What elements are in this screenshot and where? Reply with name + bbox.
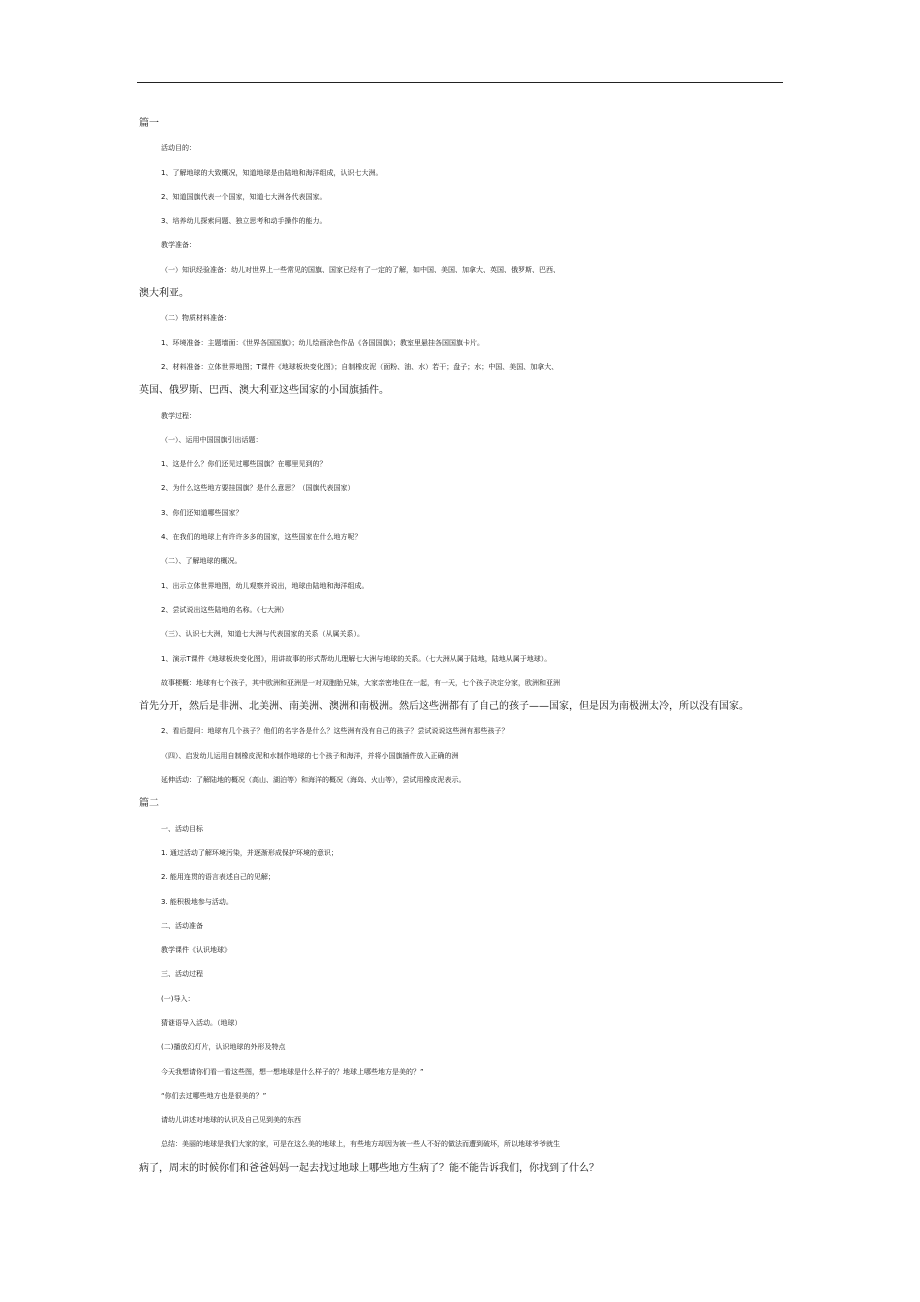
text-line: 2、知道国旗代表一个国家，知道七大洲各代表国家。 bbox=[161, 192, 327, 201]
text-line: 延伸活动：了解陆地的概况（高山、湖泊等）和海洋的概况（海岛、火山等），尝试用橡皮泥表示。 bbox=[161, 776, 466, 785]
text-line: 猜谜语导入活动。（地球） bbox=[161, 1018, 242, 1027]
text-line: 1、这是什么？你们还见过哪些国旗？在哪里见到的？ bbox=[161, 460, 327, 469]
text-line: (二)播放幻灯片，认识地球的外形及特点 bbox=[161, 1043, 286, 1052]
text-line: 教学过程： bbox=[161, 411, 196, 420]
text-line: 1. 通过活动了解环境污染，并逐渐形成保护环境的意识； bbox=[161, 848, 338, 857]
document-body bbox=[139, 112, 785, 1181]
text-line: 教学课件《认识地球》 bbox=[161, 946, 231, 955]
text-line: 2、看后提问：地球有几个孩子？他们的名字各是什么？这些洲有没有自己的孩子？尝试说说这些洲有那些孩子？ bbox=[161, 727, 509, 736]
text-line: 篇二 bbox=[139, 798, 159, 810]
text-line: 首先分开，然后是非洲、北美洲、南美洲、澳洲和南极洲。然后这些洲都有了自己的孩子——国家，但是因为南极洲太冷，所以没有国家。 bbox=[139, 701, 749, 713]
text-line: 3、培养幼儿探索问题、独立思考和动手操作的能力。 bbox=[161, 217, 327, 226]
text-line: 澳大利亚。 bbox=[139, 288, 189, 300]
text-line: 二、活动准备 bbox=[161, 921, 203, 930]
text-line: 今天我想请你们看一看这些图，想一想地球是什么样子的？地球上哪些地方是美的？” bbox=[161, 1067, 424, 1076]
text-line: 篇一 bbox=[139, 118, 159, 129]
text-line: 1、了解地球的大致概况，知道地球是由陆地和海洋组成，认识七大洲。 bbox=[161, 168, 383, 177]
text-line: 教学准备： bbox=[161, 241, 196, 250]
text-line: 三、活动过程 bbox=[161, 970, 203, 979]
text-line: 4、在我们的地球上有许许多多的国家，这些国家在什么地方呢？ bbox=[161, 533, 362, 542]
text-line: （一）知识经验准备：幼儿对世界上一些常见的国旗、国家已经有了一定的了解，如中国、美国、加拿大、英国、俄罗斯、巴西、 bbox=[161, 265, 560, 274]
text-line: 活动目的： bbox=[161, 144, 196, 153]
text-line: 2、为什么这些地方要挂国旗？是什么意思？（国旗代表国家） bbox=[161, 484, 355, 493]
text-line: 2、材料准备：立体世界地图；T课件《地球板块变化图》；自制橡皮泥（面粉、油、水）若干；盘子；水；中国、美国、加拿大、 bbox=[161, 362, 559, 371]
header-rule bbox=[137, 82, 783, 83]
text-line: “你们去过哪些地方也是很美的？” bbox=[161, 1091, 267, 1100]
text-line: （三）、认识七大洲，知道七大洲与代表国家的关系（从属关系）。 bbox=[161, 630, 364, 639]
text-line: 3、你们还知道哪些国家？ bbox=[161, 508, 243, 517]
text-line: 病了，周末的时候你们和爸爸妈妈一起去找过地球上哪些地方生病了？能不能告诉我们，你找到了什么？ bbox=[139, 1162, 599, 1174]
text-line: 1、出示立体世界地图，幼儿观察并说出，地球由陆地和海洋组成。 bbox=[161, 581, 369, 590]
text-line: 2. 能用连贯的语言表述自己的见解； bbox=[161, 873, 275, 882]
text-line: 一、活动目标 bbox=[161, 824, 203, 833]
text-line: 请幼儿讲述对地球的认识及自己见到美的东西 bbox=[161, 1116, 301, 1125]
text-line: （四）、启发幼儿运用自制橡皮泥和水制作地球的七个孩子和海洋，并将小国旗插件放入正确的洲 bbox=[161, 751, 459, 760]
text-line: 总结：美丽的地球是我们大家的家，可是在这么美的地球上，有些地方却因为被一些人不好的做法而遭到破坏，所以地球爷爷就生 bbox=[161, 1140, 560, 1149]
text-line: 英国、俄罗斯、巴西、澳大利亚这些国家的小国旗插件。 bbox=[139, 385, 389, 397]
text-line: 故事梗概：地球有七个孩子，其中欧洲和亚洲是一对双胞胎兄妹，大家亲密地住在一起，有一天，七个孩子决定分家，欧洲和亚洲 bbox=[161, 678, 560, 687]
text-line: （二）、了解地球的概况。 bbox=[161, 557, 242, 566]
text-line: 1、环境准备：主题墙面：《世界各国国旗》；幼儿绘画涂色作品《各国国旗》；教室里悬挂各国国旗卡片。 bbox=[161, 338, 484, 347]
text-line: （二）物质材料准备： bbox=[161, 314, 231, 323]
text-line: （一）、运用中国国旗引出话题： bbox=[161, 435, 263, 444]
text-line: 2、尝试说出这些陆地的名称。（七大洲） bbox=[161, 605, 288, 614]
text-line: 3. 能积极地参与活动。 bbox=[161, 897, 233, 906]
text-line: (一)导入： bbox=[161, 994, 195, 1003]
text-line: 1、演示T课件《地球板块变化图》，用讲故事的形式帮幼儿理解七大洲与地球的关系。（七大洲从属于陆地，陆地从属于地球）。 bbox=[161, 654, 552, 663]
